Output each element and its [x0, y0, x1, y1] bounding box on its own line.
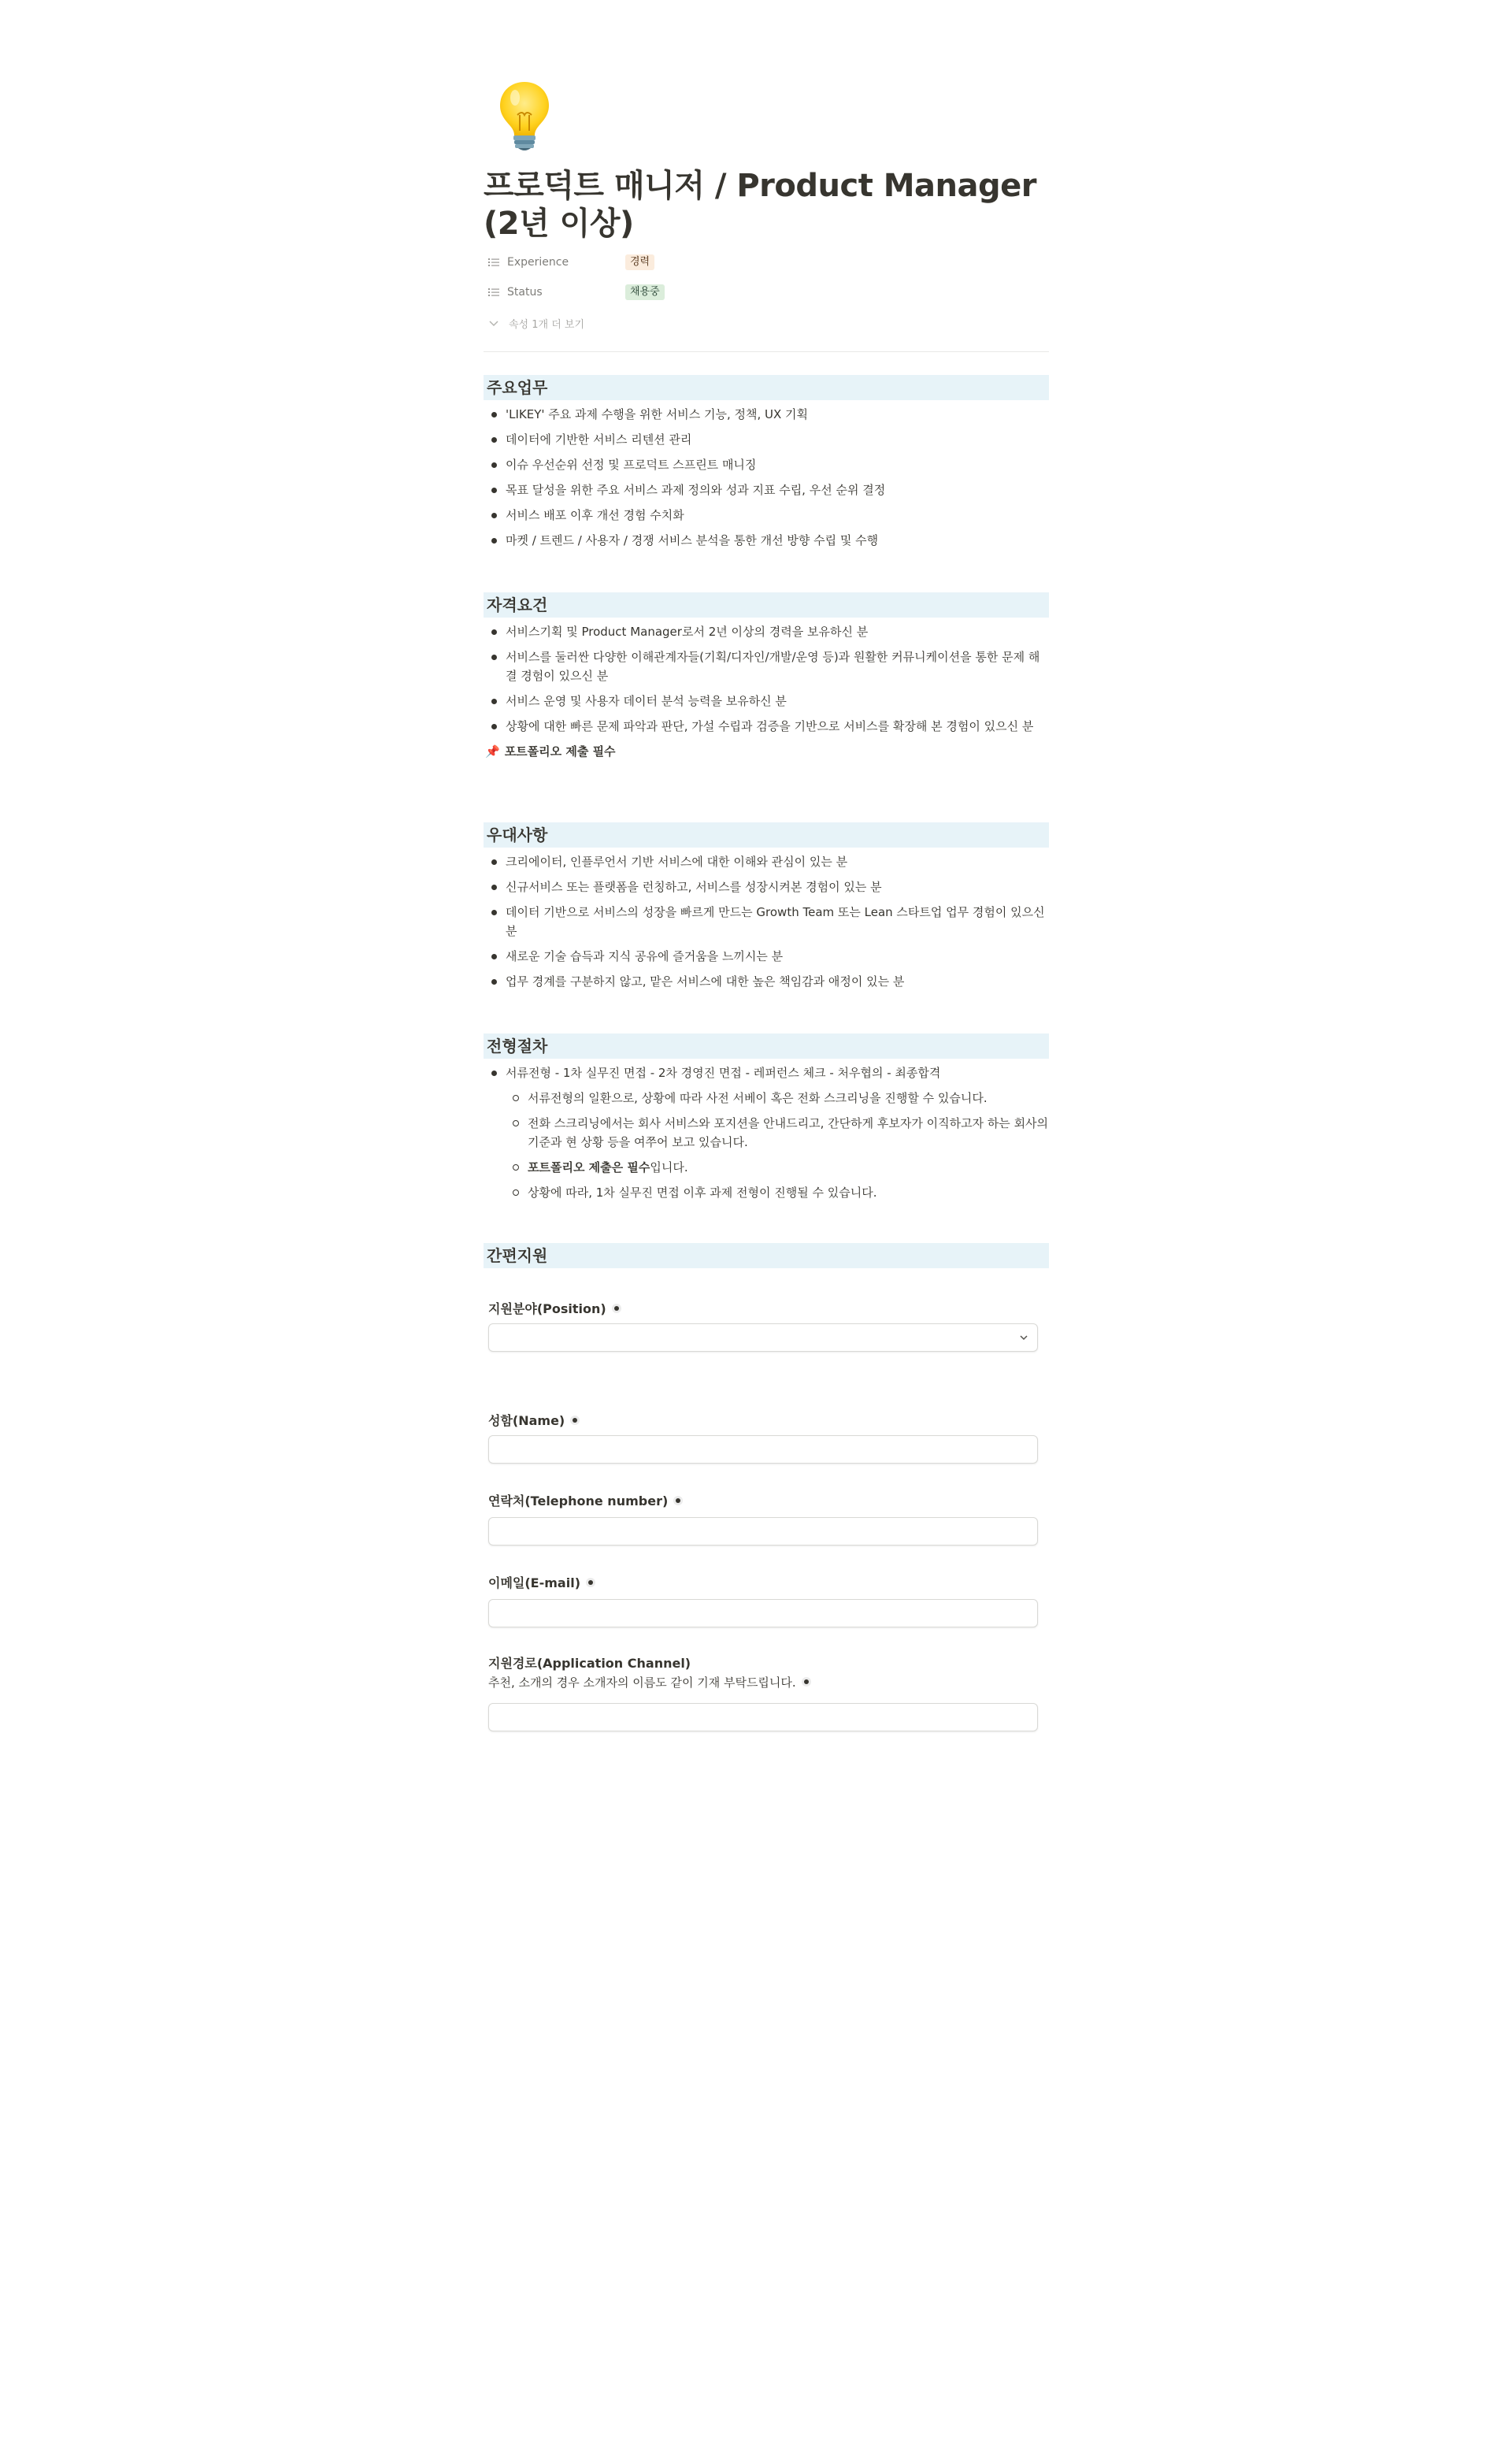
required-icon	[614, 1306, 619, 1311]
list-item: 크리에이터, 인플루언서 기반 서비스에 대한 이해와 관심이 있는 분	[484, 852, 1049, 871]
section-heading: 간편지원	[484, 1243, 1049, 1268]
property-experience[interactable]	[484, 250, 1049, 274]
list-item: 목표 달성을 위한 주요 서비스 과제 정의와 성과 지표 수립, 우선 순위 결정	[484, 481, 1049, 499]
property-name: Experience	[507, 256, 569, 269]
list-item: 상황에 따라, 1차 실무진 면접 이후 과제 전형이 진행될 수 있습니다.	[506, 1183, 1049, 1202]
list-item	[506, 1158, 1049, 1177]
list-item	[484, 1063, 1049, 1202]
list-item: 서비스를 둘러싼 다양한 이해관계자들(기획/디자인/개발/운영 등)과 원활한 커뮤니케이션을 통한 문제 해결 경험이 있으신 분	[484, 648, 1049, 685]
section-duties	[484, 375, 1049, 556]
list-item: 서비스 운영 및 사용자 데이터 분석 능력을 보유하신 분	[484, 692, 1049, 711]
section-heading: 전형절차	[484, 1033, 1049, 1059]
channel-hint: 추천, 소개의 경우 소개자의 이름도 같이 기재 부탁드립니다.	[488, 1675, 796, 1690]
experience-tag: 경력	[625, 254, 654, 270]
portfolio-note-text: 포트폴리오 제출 필수	[504, 744, 616, 759]
list-item: 새로운 기술 습득과 지식 공유에 즐거움을 느끼시는 분	[484, 947, 1049, 966]
status-tag: 채용중	[625, 284, 665, 300]
section-heading: 주요업무	[484, 375, 1049, 400]
page-title: 프로덕트 매니저 / Product Manager (2년 이상)	[484, 168, 1037, 242]
list-item: 이슈 우선순위 선정 및 프로덕트 스프린트 매니징	[484, 455, 1049, 474]
position-label: 지원분야(Position)	[488, 1300, 619, 1319]
duties-list	[484, 405, 1049, 550]
divider	[484, 351, 1049, 352]
name-label: 성함(Name)	[488, 1412, 577, 1431]
process-sublist	[506, 1089, 1049, 1202]
name-field[interactable]	[488, 1435, 1038, 1464]
phone-field[interactable]	[488, 1517, 1038, 1546]
list-item: 'LIKEY' 주요 과제 수행을 위한 서비스 기능, 정책, UX 기획	[484, 405, 1049, 424]
required-icon	[588, 1580, 593, 1585]
section-heading: 자격요건	[484, 592, 1049, 618]
portfolio-note	[484, 742, 1049, 761]
list-item: 데이터에 기반한 서비스 리텐션 관리	[484, 430, 1049, 449]
phone-label: 연락처(Telephone number)	[488, 1492, 680, 1511]
list-icon	[488, 288, 499, 297]
channel-label: 지원경로(Application Channel) 추천, 소개의 경우 소개자의 이름도 같이 기재 부탁드립니다.	[488, 1654, 809, 1692]
list-icon	[488, 258, 499, 267]
lightbulb-icon[interactable]	[496, 79, 553, 153]
section-preferred	[484, 822, 1049, 997]
channel-field[interactable]	[488, 1703, 1038, 1731]
section-heading: 우대사항	[484, 822, 1049, 848]
required-icon	[573, 1418, 577, 1423]
required-icon	[676, 1498, 680, 1503]
list-item: 전화 스크리닝에서는 회사 서비스와 포지션을 안내드리고, 간단하게 후보자가 이직하고자 하는 회사의 기준과 현 상황 등을 여쭈어 보고 있습니다.	[506, 1114, 1049, 1152]
more-properties-toggle[interactable]	[484, 311, 584, 335]
section-requirements	[484, 592, 1049, 761]
list-item: 마켓 / 트렌드 / 사용자 / 경쟁 서비스 분석을 통한 개선 방향 수립 및 수행	[484, 531, 1049, 550]
portfolio-required-suffix: 입니다.	[650, 1160, 688, 1174]
portfolio-required-text: 포트폴리오 제출은 필수	[528, 1160, 650, 1174]
list-item: 서비스기획 및 Product Manager로서 2년 이상의 경력을 보유하신 분	[484, 622, 1049, 641]
list-item: 신규서비스 또는 플랫폼을 런칭하고, 서비스를 성장시켜본 경험이 있는 분	[484, 878, 1049, 896]
email-field[interactable]	[488, 1599, 1038, 1627]
section-apply	[484, 1243, 1049, 1268]
chevron-down-icon	[1018, 1332, 1029, 1343]
requirements-list	[484, 622, 1049, 736]
more-properties-label: 속성 1개 더 보기	[509, 318, 585, 331]
list-item: 업무 경계를 구분하지 않고, 맡은 서비스에 대한 높은 책임감과 애정이 있는 분	[484, 972, 1049, 991]
property-status[interactable]	[484, 280, 1049, 304]
pushpin-icon: 📌	[485, 744, 500, 759]
property-name: Status	[507, 286, 543, 299]
list-item: 서비스 배포 이후 개선 경험 수치화	[484, 506, 1049, 525]
section-process	[484, 1033, 1049, 1208]
email-label: 이메일(E-mail)	[488, 1574, 593, 1593]
process-list	[484, 1063, 1049, 1202]
position-select[interactable]	[488, 1323, 1038, 1352]
list-item: 상황에 대한 빠른 문제 파악과 판단, 가설 수립과 검증을 기반으로 서비스를 확장해 본 경험이 있으신 분	[484, 717, 1049, 736]
chevron-down-icon	[488, 317, 499, 328]
list-item: 서류전형의 일환으로, 상황에 따라 사전 서베이 혹은 전화 스크리닝을 진행할 수 있습니다.	[506, 1089, 1049, 1108]
list-item: 데이터 기반으로 서비스의 성장을 빠르게 만드는 Growth Team 또는 Lean 스타트업 업무 경험이 있으신 분	[484, 903, 1049, 941]
preferred-list	[484, 852, 1049, 991]
required-icon	[804, 1679, 809, 1684]
process-steps: 서류전형 - 1차 실무진 면접 - 2차 경영진 면접 - 레퍼런스 체크 - 처우협의 - 최종합격	[506, 1066, 941, 1080]
